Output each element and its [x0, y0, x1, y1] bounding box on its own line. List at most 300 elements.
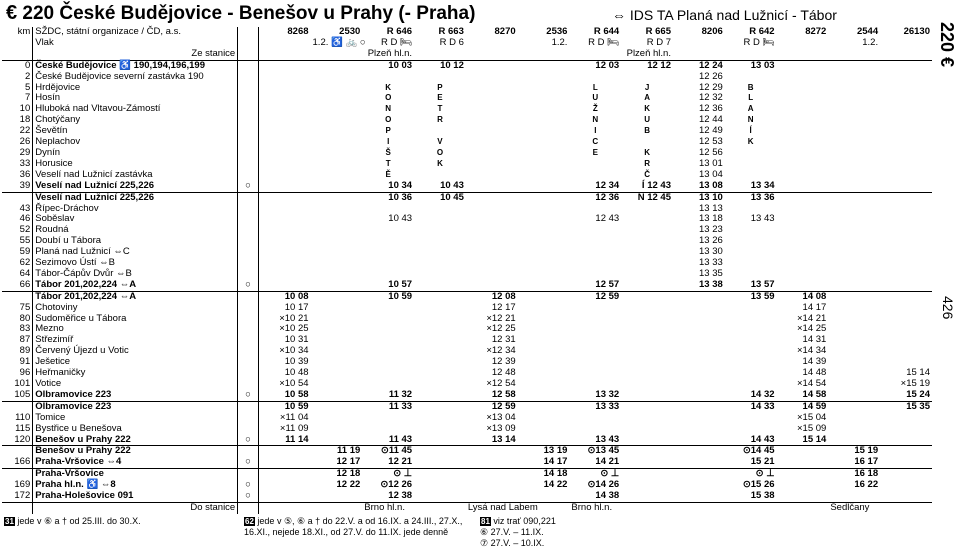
time-cell: [518, 204, 570, 215]
time-cell: [362, 72, 414, 83]
time-cell: [258, 469, 310, 480]
time-cell: [673, 491, 725, 502]
time-cell: [828, 303, 880, 314]
km-value: 22: [2, 126, 33, 137]
time-cell: [414, 72, 466, 83]
time-cell: [311, 324, 363, 335]
time-cell: [518, 137, 570, 148]
station-row: [2, 181, 932, 192]
station-row: [2, 148, 932, 159]
station-name: Červený Újezd u Votic: [33, 346, 238, 357]
time-cell: [414, 214, 466, 225]
time-cell: [777, 192, 829, 203]
time-cell: [466, 104, 518, 115]
time-cell: [362, 236, 414, 247]
time-cell: [725, 303, 777, 314]
train-number: R 642: [749, 26, 775, 37]
time-cell: [880, 115, 932, 126]
time-cell: 11 33: [362, 401, 414, 412]
time-cell: ×14 34: [797, 345, 827, 357]
time-cell: [777, 236, 829, 247]
station-row: [2, 446, 932, 457]
time-cell: 16 22: [854, 479, 879, 491]
arrival-mark: [238, 357, 258, 368]
time-cell: [311, 280, 363, 291]
time-cell: [362, 324, 414, 335]
time-cell: [311, 104, 363, 115]
destination-station: Brno hl.n.: [362, 502, 414, 513]
time-cell: Ž: [592, 104, 598, 114]
time-cell: [725, 258, 777, 269]
station-name: Votice: [33, 379, 238, 390]
station-row: [2, 435, 932, 446]
time-cell: [828, 126, 880, 137]
time-cell: [414, 204, 466, 215]
station-name: Roudná: [33, 225, 238, 236]
station-row: [2, 480, 932, 491]
station-name: Chotoviny: [33, 303, 238, 314]
time-cell: [569, 225, 621, 236]
time-cell: 11 19: [311, 446, 363, 457]
time-cell: [311, 137, 363, 148]
time-cell: 11 32: [388, 388, 413, 400]
time-cell: 10 17: [284, 301, 309, 313]
time-cell: 14 48: [802, 367, 827, 379]
km-spacer: [2, 502, 33, 513]
timetable: [2, 27, 932, 514]
time-cell: 13 57: [750, 278, 775, 290]
time-cell: [362, 357, 414, 368]
time-cell: [880, 324, 932, 335]
time-cell: [880, 424, 932, 435]
km-value: 55: [2, 236, 33, 247]
time-cell: [828, 225, 880, 236]
time-cell: [311, 159, 363, 170]
time-cell: U: [592, 93, 599, 103]
time-cell: ×15 09: [797, 422, 827, 434]
time-cell: 10 57: [388, 278, 413, 290]
time-cell: [880, 446, 932, 457]
time-cell: 12 31: [491, 334, 516, 346]
train-info: [466, 38, 518, 49]
time-cell: [311, 491, 363, 502]
time-cell: [673, 303, 725, 314]
time-cell: [621, 214, 673, 225]
time-cell: N 12 45: [621, 192, 673, 203]
time-cell: [311, 126, 363, 137]
time-cell: 13 35: [698, 267, 723, 279]
arrival-mark: [238, 83, 258, 94]
time-cell: [880, 148, 932, 159]
time-cell: [828, 379, 880, 390]
station-name: Veselí nad Lužnicí zastávka: [33, 170, 238, 181]
train-info: 1.2. ♿ 🚲 ○: [312, 36, 366, 48]
time-cell: [828, 93, 880, 104]
km-value: 64: [2, 269, 33, 280]
station-row: [2, 390, 932, 401]
time-cell: [621, 269, 673, 280]
station-name: Řípec-Dráchov: [33, 204, 238, 215]
station-row: [2, 491, 932, 502]
time-cell: ⊙12 26: [380, 479, 413, 491]
time-cell: 10 43: [440, 179, 464, 191]
time-cell: [466, 214, 518, 225]
station-name: Hosín: [33, 93, 238, 104]
footnote: [480, 516, 680, 527]
time-cell: [880, 104, 932, 115]
time-cell: [311, 258, 363, 269]
time-cell: 14 08: [777, 291, 829, 302]
km-value: 87: [2, 335, 33, 346]
time-cell: 13 10: [673, 192, 725, 203]
time-cell: [621, 247, 673, 258]
time-cell: [828, 435, 880, 446]
time-cell: [258, 446, 310, 457]
time-cell: A: [644, 93, 650, 103]
time-cell: [311, 170, 363, 181]
time-cell: [828, 192, 880, 203]
station-row: [2, 72, 932, 83]
arrival-mark: ○: [238, 435, 258, 446]
station-name: Bystřice u Benešova: [33, 424, 238, 435]
time-cell: [569, 357, 621, 368]
time-cell: [621, 303, 673, 314]
arrival-mark: [238, 214, 258, 225]
station-name: Olbramovice 223: [33, 390, 238, 401]
arrival-mark: [238, 115, 258, 126]
time-cell: [518, 357, 570, 368]
time-cell: [466, 148, 518, 159]
time-cell: [466, 93, 518, 104]
time-cell: [828, 424, 880, 435]
time-cell: [828, 204, 880, 215]
time-cell: [673, 446, 725, 457]
time-cell: 10 48: [284, 367, 309, 379]
time-cell: [725, 159, 777, 170]
time-cell: [518, 413, 570, 424]
time-cell: [621, 379, 673, 390]
time-cell: [828, 390, 880, 401]
time-cell: [621, 457, 673, 468]
time-cell: U: [644, 115, 650, 125]
time-cell: 12 44: [698, 114, 723, 126]
time-cell: 14 43: [750, 433, 775, 445]
time-cell: [258, 225, 310, 236]
time-cell: [725, 413, 777, 424]
time-cell: [777, 181, 829, 192]
time-cell: 14 33: [725, 401, 777, 412]
time-cell: [880, 83, 932, 94]
time-cell: [828, 170, 880, 181]
footnote: [480, 527, 680, 538]
time-cell: 15 21: [750, 456, 775, 468]
time-cell: [828, 236, 880, 247]
route-title: České Budějovice - Benešov u Prahy (- Praha): [59, 3, 476, 24]
time-cell: 12 12: [621, 60, 673, 71]
time-cell: ×15 19: [900, 378, 930, 389]
time-cell: [673, 379, 725, 390]
station-name: Sezimovo Ústí ⇔B: [33, 258, 238, 269]
station-name: Tábor-Čápův Dvůr ⇔B: [33, 269, 238, 280]
train-number: R 663: [438, 26, 464, 37]
time-cell: 13 30: [698, 246, 723, 258]
time-cell: 12 17: [336, 456, 361, 468]
time-cell: [518, 291, 570, 302]
mark-spacer: [238, 49, 258, 60]
km-value: 0: [2, 60, 33, 71]
station-name: Planá nad Lužnicí ⇔C: [33, 247, 238, 258]
station-row: [2, 368, 932, 379]
time-cell: [673, 435, 725, 446]
origin-station: [258, 49, 310, 60]
km-value: 169: [2, 480, 33, 491]
train-info: [258, 38, 310, 49]
time-cell: [880, 159, 932, 170]
arrival-mark: ○: [238, 491, 258, 502]
time-cell: 14 17: [543, 456, 568, 468]
time-cell: 10 36: [362, 192, 414, 203]
time-cell: [880, 93, 932, 104]
time-cell: 12 56: [698, 146, 723, 158]
time-cell: [777, 225, 829, 236]
time-cell: 12 36: [698, 103, 723, 115]
footnote-text: ⑦ 27.V. – 10.IX.: [480, 538, 545, 548]
time-cell: 13 01: [698, 157, 723, 169]
station-row: [2, 104, 932, 115]
time-cell: 15 24: [906, 388, 930, 400]
time-cell: [621, 480, 673, 491]
time-cell: 15 14: [906, 367, 930, 379]
time-cell: [414, 379, 466, 390]
footnote: [244, 516, 469, 538]
time-cell: [828, 346, 880, 357]
time-cell: 14 38: [595, 490, 620, 502]
time-cell: 13 33: [698, 257, 723, 269]
time-cell: [414, 247, 466, 258]
station-name: Soběslav: [33, 214, 238, 225]
train-info: R D 🛏: [381, 36, 413, 48]
time-cell: [258, 115, 310, 126]
ze-stanice-label: Ze stanice: [33, 49, 238, 60]
time-cell: [518, 72, 570, 83]
time-cell: [518, 258, 570, 269]
time-cell: [777, 170, 829, 181]
station-name: Sudoměřice u Tábora: [33, 314, 238, 325]
time-cell: [621, 491, 673, 502]
km-value: 39: [2, 181, 33, 192]
time-cell: [466, 258, 518, 269]
time-cell: 12 39: [491, 356, 516, 368]
time-cell: [311, 247, 363, 258]
time-cell: [621, 446, 673, 457]
origin-station: Plzeň hl.n.: [626, 47, 671, 59]
time-cell: [311, 435, 363, 446]
time-cell: [311, 72, 363, 83]
train-number-row: [2, 27, 932, 38]
time-cell: 10 08: [258, 291, 310, 302]
time-cell: [828, 335, 880, 346]
time-cell: T: [385, 158, 391, 168]
km-value: 2: [2, 72, 33, 83]
km-value: 10: [2, 104, 33, 115]
time-cell: [311, 60, 363, 71]
arrival-mark: [238, 247, 258, 258]
station-row: [2, 314, 932, 325]
time-cell: [414, 303, 466, 314]
time-cell: [362, 335, 414, 346]
time-cell: [828, 258, 880, 269]
time-cell: [777, 115, 829, 126]
time-cell: [777, 104, 829, 115]
arrival-mark: [238, 314, 258, 325]
time-cell: [725, 247, 777, 258]
arrival-mark: [238, 291, 258, 302]
time-cell: [880, 269, 932, 280]
time-cell: [414, 469, 466, 480]
time-cell: [569, 72, 621, 83]
station-row: [2, 379, 932, 390]
arrival-mark: [238, 303, 258, 314]
km-value: 75: [2, 303, 33, 314]
arrival-mark: [238, 72, 258, 83]
time-cell: [414, 236, 466, 247]
time-cell: [725, 335, 777, 346]
footnote-badge: 62: [245, 517, 254, 526]
time-cell: [311, 192, 363, 203]
footnote-badge: 81: [481, 517, 490, 526]
train-number: 8272: [805, 26, 827, 37]
station-row: [2, 401, 932, 412]
time-cell: [828, 314, 880, 325]
destination-station: [311, 502, 363, 513]
footnote: [480, 538, 680, 549]
station-row: [2, 83, 932, 94]
ec-line-icon: €: [6, 2, 18, 24]
time-cell: [414, 357, 466, 368]
time-cell: [518, 379, 570, 390]
km-value: 46: [2, 214, 33, 225]
time-cell: 13 14: [491, 433, 516, 445]
km-value: 26: [2, 137, 33, 148]
time-cell: P: [437, 82, 443, 92]
time-cell: Í 12 43: [641, 179, 671, 191]
time-cell: [518, 60, 570, 71]
time-cell: [311, 303, 363, 314]
time-cell: 12 59: [569, 291, 621, 302]
time-cell: [518, 303, 570, 314]
km-value: [2, 401, 33, 412]
time-cell: [466, 280, 518, 291]
time-cell: [258, 480, 310, 491]
time-cell: [777, 204, 829, 215]
time-cell: [258, 72, 310, 83]
time-cell: [621, 258, 673, 269]
time-cell: [673, 457, 725, 468]
footnote-text: viz trať 090,221: [493, 516, 556, 526]
time-cell: 10 59: [362, 291, 414, 302]
time-cell: N: [385, 104, 392, 114]
km-value: 105: [2, 390, 33, 401]
time-cell: [673, 480, 725, 491]
time-cell: [258, 93, 310, 104]
time-cell: 10 34: [388, 179, 413, 191]
time-cell: [880, 192, 932, 203]
time-cell: [725, 324, 777, 335]
time-cell: [673, 346, 725, 357]
time-cell: [725, 346, 777, 357]
station-name: Mezno: [33, 324, 238, 335]
time-cell: [828, 401, 880, 412]
time-cell: [621, 335, 673, 346]
station-name: Praha-Vršovice: [33, 469, 238, 480]
km-spacer: [2, 38, 33, 49]
train-info: R D 🛏: [588, 36, 620, 48]
time-cell: [880, 137, 932, 148]
time-cell: 14 32: [750, 388, 775, 400]
train-number: 2536: [546, 26, 568, 37]
time-cell: [569, 247, 621, 258]
time-cell: B: [644, 126, 650, 136]
arrival-mark: [238, 225, 258, 236]
arrival-mark: [238, 60, 258, 71]
time-cell: [258, 181, 310, 192]
time-cell: [362, 258, 414, 269]
time-cell: K: [644, 147, 650, 157]
time-cell: [828, 291, 880, 302]
time-cell: 12 18: [311, 469, 363, 480]
station-name: Tábor 201,202,224 ⇔A: [33, 280, 238, 291]
km-value: 7: [2, 93, 33, 104]
time-cell: 10 39: [284, 356, 309, 368]
time-cell: [621, 137, 673, 148]
time-cell: 12 03: [569, 60, 621, 71]
time-cell: [880, 457, 932, 468]
time-cell: [621, 435, 673, 446]
arrival-mark: ○: [238, 181, 258, 192]
time-cell: L: [592, 82, 598, 92]
time-cell: [725, 357, 777, 368]
time-cell: 13 23: [698, 224, 723, 236]
footnote-badge: 31: [5, 517, 14, 526]
page-title: [6, 2, 475, 25]
time-cell: [466, 236, 518, 247]
time-cell: ×13 04: [486, 411, 516, 423]
time-cell: [828, 357, 880, 368]
km-value: 91: [2, 357, 33, 368]
train-number: R 646: [386, 26, 413, 37]
time-cell: 12 21: [388, 456, 413, 468]
time-cell: [311, 424, 363, 435]
time-cell: [518, 435, 570, 446]
station-row: [2, 413, 932, 424]
station-row: [2, 291, 932, 302]
time-cell: V: [437, 137, 443, 147]
time-cell: [414, 424, 466, 435]
time-cell: [258, 104, 310, 115]
station-name: Praha-Holešovice 091: [33, 491, 238, 502]
time-cell: [311, 291, 363, 302]
time-cell: [725, 314, 777, 325]
do-stanice-label: Do stanice: [33, 502, 238, 513]
train-info: R D 6: [439, 36, 464, 48]
time-cell: [621, 225, 673, 236]
time-cell: [258, 83, 310, 94]
time-cell: [258, 247, 310, 258]
km-value: 62: [2, 258, 33, 269]
station-row: [2, 192, 932, 203]
time-cell: [569, 314, 621, 325]
time-cell: [880, 335, 932, 346]
